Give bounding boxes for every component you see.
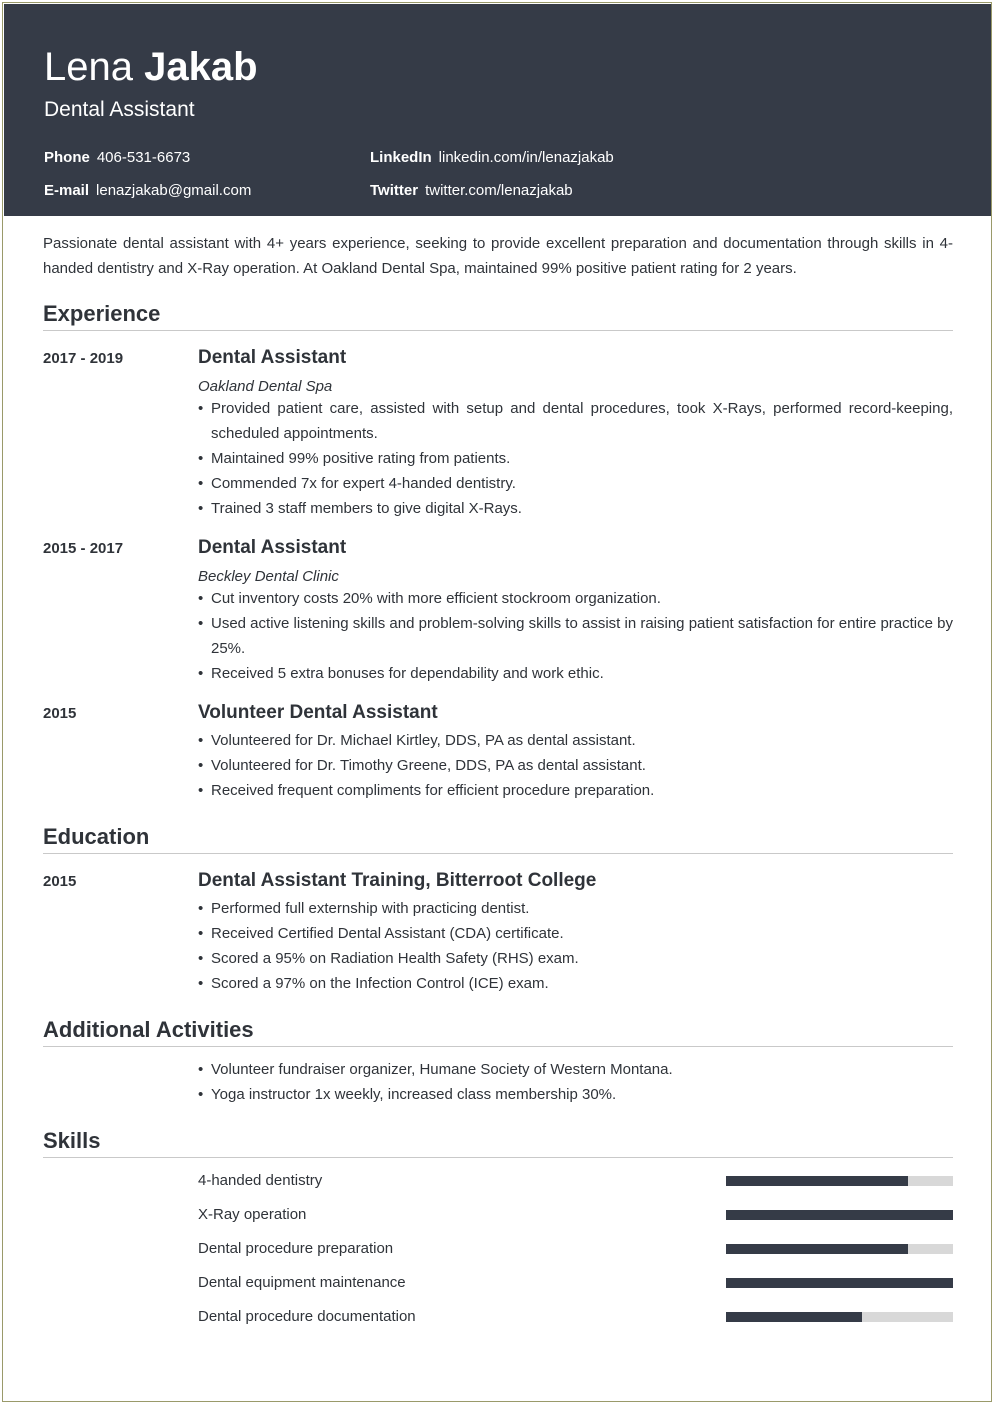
experience-date: 2015 <box>43 705 77 722</box>
skill-level-fill <box>726 1244 908 1254</box>
list-item: • Volunteer fundraiser organizer, Humane Society of Western Montana. <box>198 1057 953 1082</box>
experience-entry <box>198 701 953 803</box>
skill-name: X-Ray operation <box>198 1206 307 1223</box>
list-item: • Provided patient care, assisted with setup and dental procedures, took X-Rays, performed record-keeping, scheduled appointments. <box>198 396 953 446</box>
twitter-label: Twitter <box>370 182 419 199</box>
skills-heading: Skills <box>43 1128 101 1153</box>
skill-level-bar <box>726 1312 953 1322</box>
list-item: • Received 5 extra bonuses for dependability and work ethic. <box>198 661 953 686</box>
experience-bullets <box>198 396 953 521</box>
contact-twitter <box>370 182 573 200</box>
skill-level-fill <box>726 1312 862 1322</box>
education-heading: Education <box>43 824 150 849</box>
phone-label: Phone <box>44 149 90 166</box>
experience-bullets <box>198 728 953 803</box>
list-item: • Received Certified Dental Assistant (CDA) certificate. <box>198 921 953 946</box>
list-item: • Scored a 95% on Radiation Health Safety (RHS) exam. <box>198 946 953 971</box>
list-item: • Cut inventory costs 20% with more efficient stockroom organization. <box>198 586 953 611</box>
skill-name: Dental equipment maintenance <box>198 1274 406 1291</box>
last-name: Jakab <box>144 45 258 89</box>
list-item: • Volunteered for Dr. Timothy Greene, DDS, PA as dental assistant. <box>198 753 953 778</box>
list-item: • Performed full externship with practicing dentist. <box>198 896 953 921</box>
email-value[interactable]: lenazjakab@gmail.com <box>96 182 252 199</box>
skill-name: 4-handed dentistry <box>198 1172 323 1189</box>
skill-level-fill <box>726 1278 953 1288</box>
linkedin-value[interactable]: linkedin.com/in/lenazjakab <box>438 149 614 166</box>
twitter-value[interactable]: twitter.com/lenazjakab <box>425 182 573 199</box>
skill-level-bar <box>726 1244 953 1254</box>
phone-value: 406-531-6673 <box>96 149 191 166</box>
list-item: • Received frequent compliments for efficient procedure preparation. <box>198 778 953 803</box>
skill-level-bar <box>726 1278 953 1288</box>
experience-bullets <box>198 586 953 686</box>
email-label: E-mail <box>44 182 90 199</box>
experience-divider <box>43 330 953 331</box>
education-bullets <box>198 896 953 996</box>
skill-level-bar <box>726 1176 953 1186</box>
activities-entry <box>198 1057 953 1107</box>
list-item: • Volunteered for Dr. Michael Kirtley, DDS, PA as dental assistant. <box>198 728 953 753</box>
skill-name: Dental procedure documentation <box>198 1308 416 1325</box>
experience-company: Oakland Dental Spa <box>198 378 333 395</box>
list-item: • Commended 7x for expert 4-handed dentistry. <box>198 471 953 496</box>
first-name: Lena <box>44 45 133 89</box>
experience-heading: Experience <box>43 301 161 326</box>
activities-bullets <box>198 1057 953 1107</box>
list-item: • Maintained 99% positive rating from patients. <box>198 446 953 471</box>
resume-header <box>4 4 992 216</box>
experience-date: 2015 - 2017 <box>43 540 124 557</box>
activities-divider <box>43 1046 953 1047</box>
education-date: 2015 <box>43 873 77 890</box>
list-item: • Scored a 97% on the Infection Control (ICE) exam. <box>198 971 953 996</box>
experience-entry <box>198 536 953 686</box>
skill-level-fill <box>726 1176 908 1186</box>
resume-page <box>2 2 992 1402</box>
education-degree: Dental Assistant Training, Bitterroot College <box>198 870 597 891</box>
experience-date: 2017 - 2019 <box>43 350 124 367</box>
activities-heading: Additional Activities <box>43 1017 254 1042</box>
education-divider <box>43 853 953 854</box>
candidate-name <box>44 44 258 90</box>
experience-entry <box>198 346 953 521</box>
skills-divider <box>43 1157 953 1158</box>
experience-role: Dental Assistant <box>198 537 347 558</box>
summary: Passionate dental assistant with 4+ years experience, seeking to provide excellent preparation and documentation through skills in 4-handed dentistry and X-Ray operation. At Oakland Dental Spa, maintained 99% positive patient rating for 2 years. <box>43 235 953 277</box>
list-item: • Yoga instructor 1x weekly, increased class membership 30%. <box>198 1082 953 1107</box>
skill-name: Dental procedure preparation <box>198 1240 394 1257</box>
contact-phone <box>44 149 190 167</box>
experience-role: Volunteer Dental Assistant <box>198 702 438 723</box>
contact-linkedin <box>370 149 614 167</box>
skill-level-bar <box>726 1210 953 1220</box>
contact-email <box>44 182 251 200</box>
job-title: Dental Assistant <box>44 98 195 121</box>
list-item: • Used active listening skills and problem-solving skills to assist in raising patient satisfaction for entire practice by 25%. <box>198 611 953 661</box>
list-item: • Trained 3 staff members to give digital X-Rays. <box>198 496 953 521</box>
education-entry <box>198 869 953 996</box>
linkedin-label: LinkedIn <box>370 149 432 166</box>
experience-role: Dental Assistant <box>198 347 347 368</box>
experience-company: Beckley Dental Clinic <box>198 568 339 585</box>
skill-level-fill <box>726 1210 953 1220</box>
